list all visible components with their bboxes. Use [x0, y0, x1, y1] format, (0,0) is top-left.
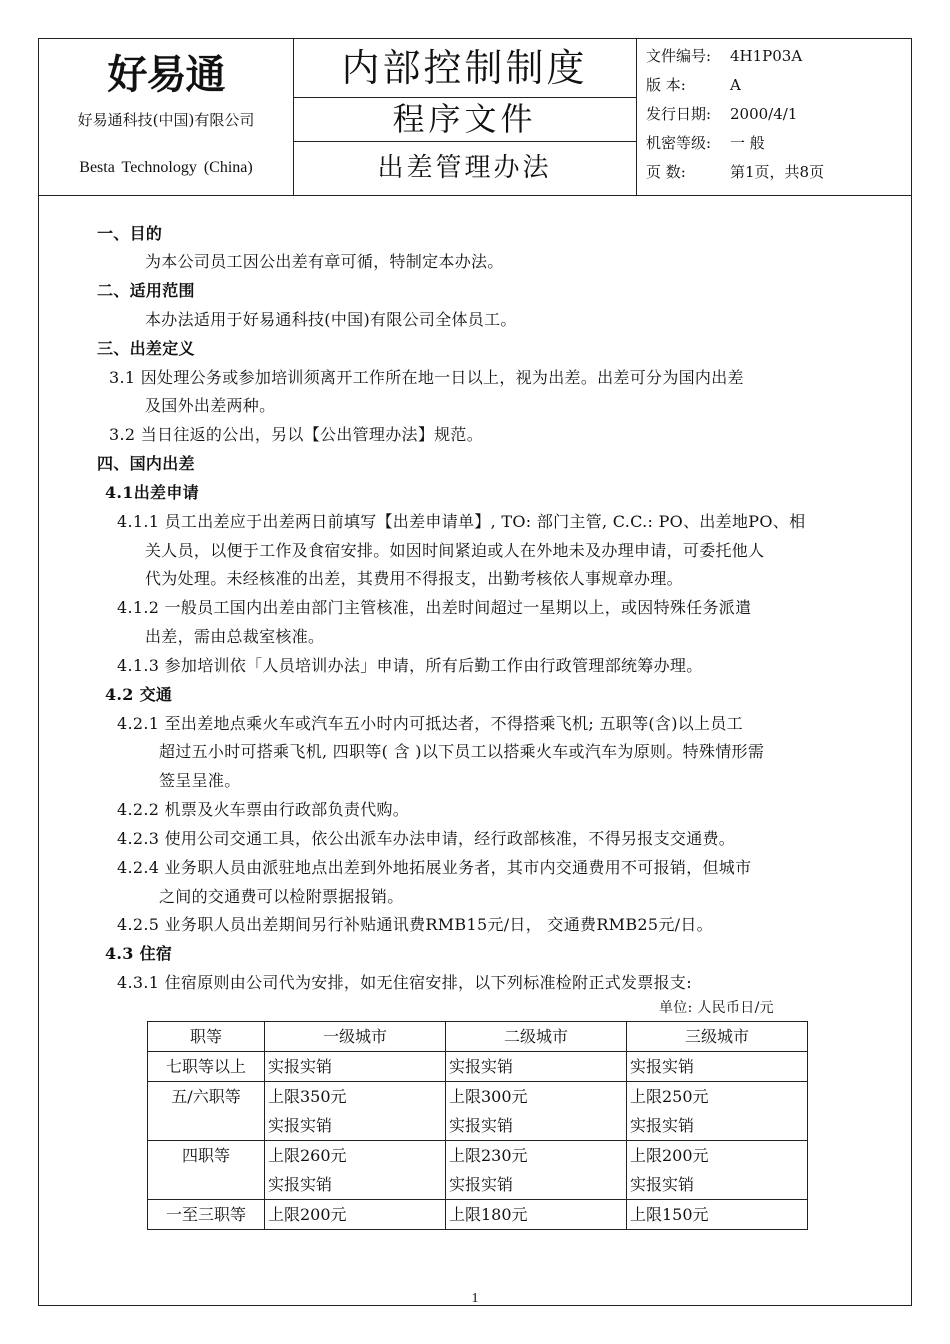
title-block — [293, 39, 637, 195]
table-header-cell: 职等 — [148, 1022, 265, 1052]
table-cell: 实报实销 — [265, 1052, 446, 1082]
section-heading: 四、国内出差 — [97, 454, 195, 473]
table-cell: 上限300元 实报实销 — [446, 1082, 627, 1141]
paragraph: 3.1 因处理公务或参加培训须离开工作所在地一日以上，视为出差。出差可分为国内出差 — [109, 368, 744, 387]
subsection-heading: 4.2 交通 — [105, 685, 173, 704]
table-header-cell: 一级城市 — [265, 1022, 446, 1052]
table-cell: 上限200元 — [265, 1200, 446, 1230]
paragraph: 签呈呈准。 — [159, 771, 241, 790]
paragraph: 4.2.5 业务职人员出差期间另行补贴通讯费RMB15元/日， 交通费RMB25元/日。 — [117, 915, 713, 934]
paragraph: 4.2.4 业务职人员由派驻地点出差到外地拓展业务者，其市内交通费用不可报销，但城市 — [117, 858, 752, 877]
paragraph: 4.2.2 机票及火车票由行政部负责代购。 — [117, 800, 410, 819]
grade-cell: 五/六职等 — [148, 1082, 265, 1141]
paragraph: 关人员，以便于工作及食宿安排。如因时间紧迫或人在外地未及办理申请，可委托他人 — [145, 541, 765, 560]
paragraph: 4.3.1 住宿原则由公司代为安排，如无住宿安排，以下列标准检附正式发票报支: — [117, 973, 692, 992]
table-cell: 上限200元 实报实销 — [627, 1141, 808, 1200]
paragraph: 及国外出差两种。 — [145, 396, 276, 415]
meta-confidentiality: 机密等级: 一 般 — [646, 134, 765, 152]
section-heading: 一、目的 — [97, 224, 163, 243]
doc-type: 程序文件 — [293, 97, 636, 142]
company-name-cn: 好易通科技(中国)有限公司 — [77, 111, 255, 129]
subsection-heading: 4.1出差申请 — [105, 483, 199, 502]
table-cell: 上限150元 — [627, 1200, 808, 1230]
meta-doc-number: 文件编号: 4H1P03A — [646, 47, 803, 65]
paragraph: 之间的交通费可以检附票据报销。 — [159, 887, 404, 906]
paragraph: 4.2.1 至出差地点乘火车或汽车五小时内可抵达者，不得搭乘飞机; 五职等(含)以上员工 — [117, 714, 743, 733]
section-heading: 二、适用范围 — [97, 281, 195, 300]
page-number: 1 — [471, 1291, 479, 1306]
lodging-rate-table — [147, 1021, 808, 1230]
table-cell: 实报实销 — [446, 1052, 627, 1082]
table-cell: 实报实销 — [627, 1052, 808, 1082]
table-row — [148, 1141, 808, 1200]
paragraph: 代为处理。未经核准的出差，其费用不得报支，出勤考核依人事规章办理。 — [145, 569, 683, 588]
paragraph: 3.2 当日往返的公出，另以【公出管理办法】规范。 — [109, 425, 484, 444]
document-header — [39, 39, 911, 196]
meta-issue-date: 发行日期: 2000/4/1 — [646, 105, 798, 123]
table-row — [148, 1200, 808, 1230]
company-logo: 好易通 — [107, 52, 225, 98]
table-cell: 上限350元 实报实销 — [265, 1082, 446, 1141]
meta-block — [636, 39, 911, 195]
paragraph: 出差，需由总裁室核准。 — [145, 627, 325, 646]
paragraph: 本办法适用于好易通科技(中国)有限公司全体员工。 — [145, 310, 517, 329]
subsection-heading: 4.3 住宿 — [105, 944, 173, 963]
document-page — [38, 38, 912, 1306]
company-name-en: Besta Technology (China) — [79, 159, 253, 176]
paragraph: 4.1.1 员工出差应于出差两日前填写【出差申请单】, TO: 部门主管, C.C.: PO、出差地PO、相 — [117, 512, 806, 531]
table-header-row — [148, 1022, 808, 1052]
table-cell: 上限260元 实报实销 — [265, 1141, 446, 1200]
system-title: 内部控制制度 — [293, 39, 636, 98]
grade-cell: 四职等 — [148, 1141, 265, 1200]
paragraph: 超过五小时可搭乘飞机, 四职等( 含 )以下员工以搭乘火车或汽车为原则。特殊情形需 — [159, 742, 765, 761]
paragraph: 4.1.2 一般员工国内出差由部门主管核准，出差时间超过一星期以上，或因特殊任务派遣 — [117, 598, 752, 617]
table-header-cell: 三级城市 — [627, 1022, 808, 1052]
table-cell: 上限230元 实报实销 — [446, 1141, 627, 1200]
table-cell: 上限250元 实报实销 — [627, 1082, 808, 1141]
meta-version: 版 本: A — [646, 76, 741, 94]
grade-cell: 七职等以上 — [148, 1052, 265, 1082]
doc-title: 出差管理办法 — [377, 153, 552, 183]
table-row — [148, 1052, 808, 1082]
table-header-cell: 二级城市 — [446, 1022, 627, 1052]
table-cell: 上限180元 — [446, 1200, 627, 1230]
table-row — [148, 1082, 808, 1141]
company-block — [39, 39, 294, 195]
section-heading: 三、出差定义 — [97, 339, 195, 358]
paragraph: 为本公司员工因公出差有章可循，特制定本办法。 — [145, 252, 504, 271]
paragraph: 4.2.3 使用公司交通工具，依公出派车办法申请，经行政部核准，不得另报支交通费。 — [117, 829, 736, 848]
meta-page-count: 页 数: 第1页，共8页 — [646, 163, 825, 181]
grade-cell: 一至三职等 — [148, 1200, 265, 1230]
paragraph: 4.1.3 参加培训依「人员培训办法」申请，所有后勤工作由行政管理部统筹办理。 — [117, 656, 703, 675]
table-unit-note: 单位: 人民币日/元 — [659, 1000, 774, 1016]
